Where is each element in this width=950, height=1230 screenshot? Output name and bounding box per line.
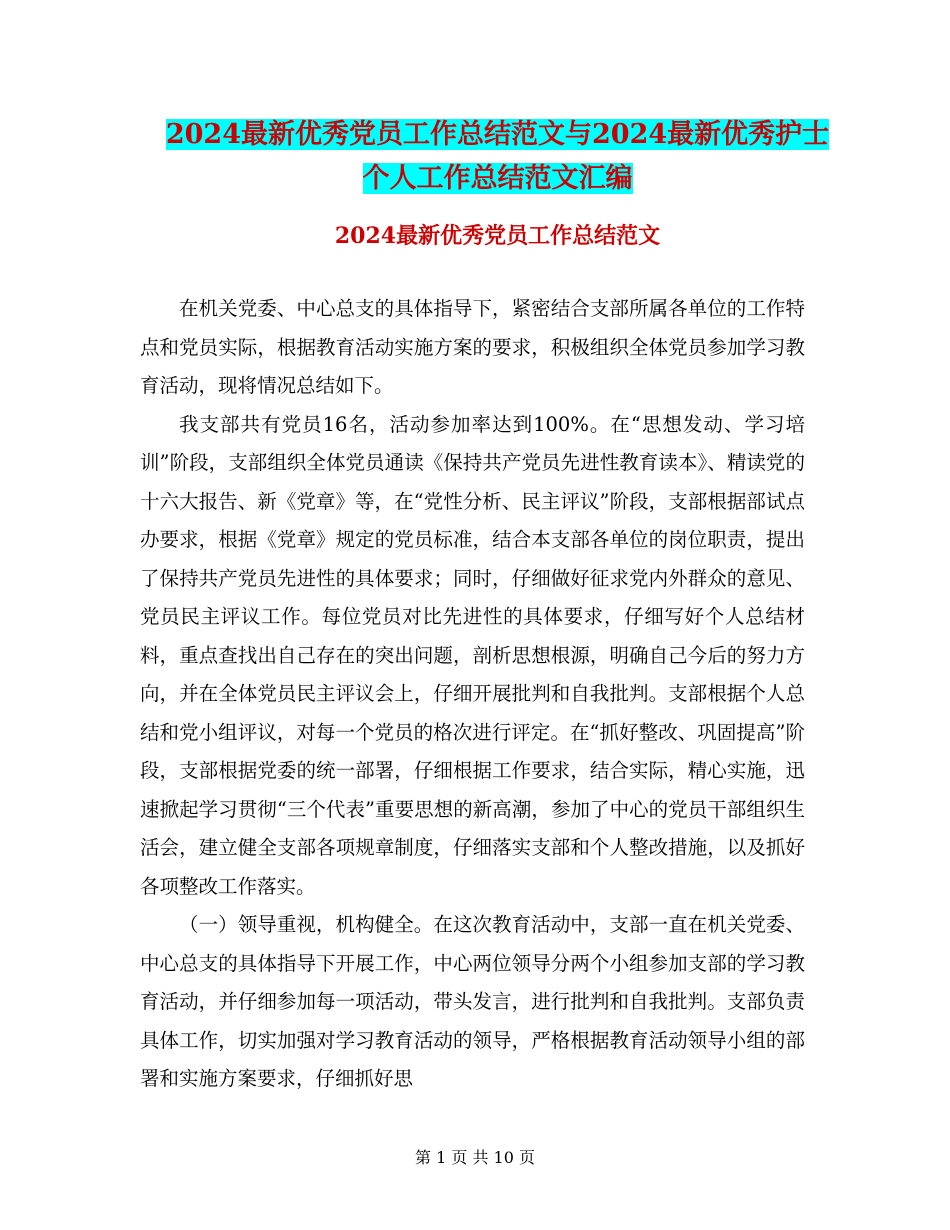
document-title-line-1: 2024最新优秀党员工作总结范文与2024最新优秀护士: [165, 119, 830, 150]
page-number-footer: 第 1 页 共 10 页: [415, 1148, 535, 1167]
document-title-line-2: 个人工作总结范文汇编: [362, 163, 633, 194]
paragraph-1: 在机关党委、中心总支的具体指导下，紧密结合支部所属各单位的工作特点和党员实际，根据教育活动实施方案的要求，积极组织全体党员参加学习教育活动，现将情况总结如下。: [140, 297, 805, 397]
document-body: [140, 290, 805, 1099]
paragraph-3: （一）领导重视，机构健全。在这次教育活动中，支部一直在机关党委、中心总支的具体指导下开展工作，中心两位领导分两个小组参加支部的学习教育活动，并仔细参加每一项活动，带头发言，进行批判和自我批判。支部负责具体工作，切实加强对学习教育活动的领导，严格根据教育活动领导小组的部署和实施方案要求，仔细抓好思: [140, 913, 805, 1090]
paragraph-2: 我支部共有党员16名，活动参加率达到100%。在“思想发动、学习培训”阶段，支部组织全体党员通读《保持共产党员先进性教育读本》、精读党的十六大报告、新《党章》等，在“党性分析、民主评议”阶段，支部根据部试点办要求，根据《党章》规定的党员标准，结合本支部各单位的岗位职责，提出了保持共产党员先进性的具体要求；同时，仔细做好征求党内外群众的意见、党员民主评议工作。每位党员对比先进性的具体要求，仔细写好个人总结材料，重点查找出自己存在的突出问题，剖析思想根源，明确自己今后的努力方向，并在全体党员民主评议会上，仔细开展批判和自我批判。支部根据个人总结和党小组评议，对每一个党员的格次进行评定。在“抓好整改、巩固提高”阶段，支部根据党委的统一部署，仔细根据工作要求，结合实际，精心实施，迅速掀起学习贯彻“三个代表”重要思想的新高潮，参加了中心的党员干部组织生活会，建立健全支部各项规章制度，仔细落实支部和个人整改措施，以及抓好各项整改工作落实。: [140, 412, 805, 898]
document-title: [100, 113, 895, 201]
section-title: 2024最新优秀党员工作总结范文: [334, 223, 661, 249]
